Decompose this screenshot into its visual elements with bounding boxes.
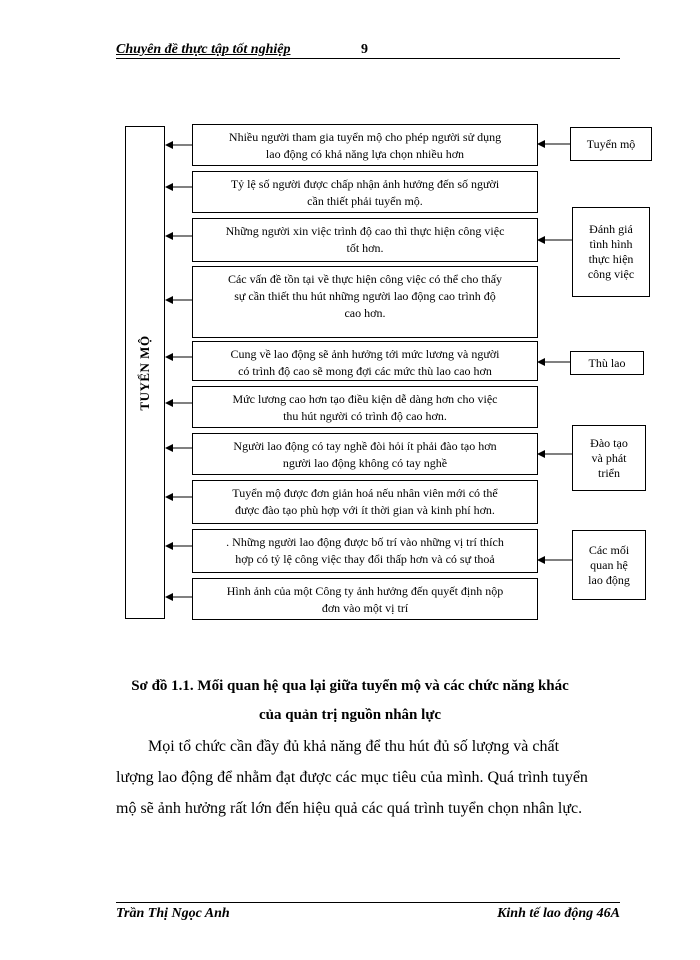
footer-author: Trần Thị Ngọc Anh: [116, 906, 230, 921]
factor-line: được đào tạo phù hợp với ít thời gian và kinh phí hơn.: [235, 503, 495, 517]
factor-line: tốt hơn.: [346, 241, 384, 255]
factor-box-2: [192, 171, 538, 213]
factor-box-1: [192, 124, 538, 166]
function-label: Đánh giá: [589, 222, 633, 236]
factor-line: lao động có khả năng lựa chọn nhiều hơn: [265, 147, 465, 161]
factor-line: Tuyển mộ được đơn giản hoá nếu nhân viên mới có thể: [232, 486, 498, 500]
function-label: Tuyển mộ: [586, 136, 636, 151]
function-box-performance: [572, 207, 650, 297]
diagram-caption-line-2: của quản trị nguồn nhân lực: [259, 707, 441, 723]
function-label: công việc: [587, 267, 635, 281]
factor-line: Nhiều người tham gia tuyển mộ cho phép người sử dụng: [228, 130, 502, 144]
factor-line: cần thiết phải tuyển mộ.: [307, 194, 423, 208]
function-label: Đào tạo: [590, 435, 628, 450]
function-box-compensation: [570, 351, 644, 375]
recruitment-center-box: [125, 126, 165, 619]
function-box-recruitment: [570, 127, 652, 161]
factor-line: hợp có tỷ lệ công việc thay đổi thấp hơn và có sự thoả: [235, 552, 495, 566]
factor-box-9: [192, 529, 538, 573]
function-label: thực hiện: [588, 252, 634, 266]
factor-line: thu hút người có trình độ cao hơn.: [283, 409, 447, 423]
paragraph-line: Mọi tổ chức cần đầy đủ khả năng để thu hút đủ số lượng và chất: [148, 738, 560, 755]
footer-class: Kinh tế lao động 46A: [497, 906, 620, 921]
factor-line: Cung về lao động sẽ ảnh hưởng tới mức lương và người: [230, 347, 500, 361]
factor-box-10: [192, 578, 538, 620]
factor-box-8: [192, 480, 538, 524]
paragraph-line: lượng lao động để nhằm đạt được các mục tiêu của mình. Quá trình tuyển: [116, 769, 588, 786]
function-label: Thù lao: [588, 355, 626, 370]
function-label: lao động: [588, 572, 630, 587]
factor-line: . Những người lao động được bố trí vào những vị trí thích: [226, 535, 504, 549]
header-page-number: 9: [361, 42, 368, 57]
factor-line: sự cần thiết thu hút những người lao động cao trình độ: [234, 289, 496, 303]
diagram-caption-line-1: Sơ đồ 1.1. Mối quan hệ qua lại giữa tuyển mộ và các chức năng khác: [131, 678, 569, 694]
factor-line: người lao động không có tay nghề: [282, 456, 448, 470]
paragraph-line: mộ sẽ ảnh hưởng rất lớn đến hiệu quả các quá trình tuyển chọn nhân lực.: [116, 800, 583, 817]
body-paragraph: [116, 731, 620, 824]
function-label: và phát: [591, 450, 627, 465]
function-label: quan hệ: [590, 557, 628, 572]
factor-line: có trình độ cao sẽ mong đợi các mức thù lao cao hơn: [238, 364, 492, 378]
factor-line: Hình ảnh của một Công ty ảnh hưởng đến quyết định nộp: [226, 584, 504, 598]
factor-box-7: [192, 433, 538, 475]
factor-line: cao hơn.: [344, 306, 386, 320]
footer-rule: [116, 902, 620, 903]
factor-box-6: [192, 386, 538, 428]
factor-box-3: [192, 218, 538, 262]
recruitment-center-label: TUYỂN MỘ: [137, 334, 152, 411]
function-label: tình hình: [589, 237, 633, 251]
factor-line: Mức lương cao hơn tạo điều kiện dễ dàng hơn cho việc: [232, 392, 498, 406]
function-label: triển: [598, 465, 620, 480]
header-title: Chuyên đề thực tập tốt nghiệp: [116, 42, 291, 57]
function-box-labor-relations: [572, 530, 646, 600]
factor-line: Người lao động có tay nghề đòi hỏi ít phải đào tạo hơn: [233, 439, 497, 453]
factor-line: Các vấn đề tồn tại về thực hiện công việc có thể cho thấy: [227, 272, 503, 286]
factor-line: Tỷ lệ số người được chấp nhận ảnh hưởng đến số người: [230, 177, 500, 191]
factor-line: đơn vào một vị trí: [321, 601, 409, 615]
factor-box-4: [192, 266, 538, 338]
function-box-training: [572, 425, 646, 491]
factor-line: Những người xin việc trình độ cao thì thực hiện công việc: [225, 224, 505, 238]
factor-box-5: [192, 341, 538, 381]
function-label: Các mối: [588, 542, 630, 557]
